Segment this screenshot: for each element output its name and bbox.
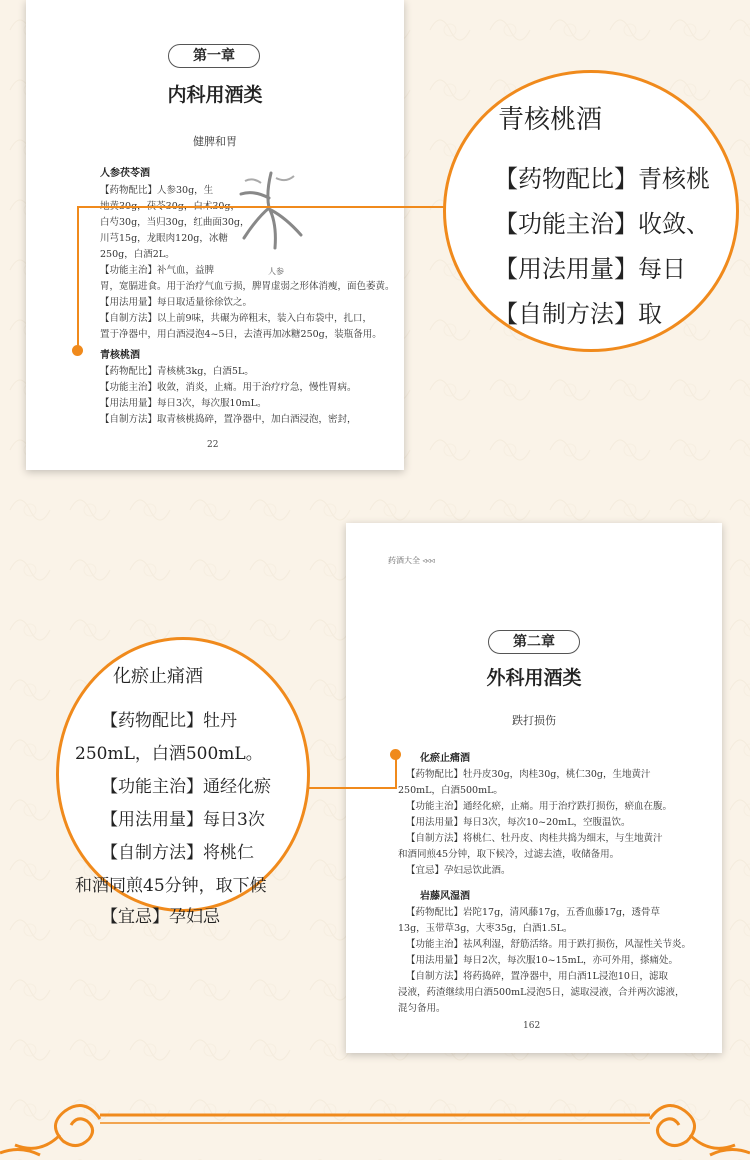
recipe-line: 【自制方法】取青核桃捣碎，置净器中，加白酒浸泡，密封， [100,414,357,425]
recipe-line: 【功能主治】祛风利湿，舒筋活络。用于跌打损伤，风湿性关节炎。 [406,939,692,950]
recipe-line: 【功能主治】收敛，消炎，止痛。用于治疗疗急，慢性胃病。 [100,382,357,393]
zoom-line: 【药物配比】牡丹 [101,711,237,731]
recipe-title: 岩藤风湿酒 [420,891,470,902]
recipe-line: 【用法用量】每日3次，每次服10mL。 [100,398,267,409]
book-page-22 [26,0,404,470]
zoom-line: 【自制方法】取 [494,300,662,328]
section-heading: 跌打损伤 [512,714,556,727]
recipe-title: 青核桃酒 [100,350,140,361]
callout-line [395,755,397,789]
recipe-line: 【药物配比】青核桃3kg，白酒5L。 [100,366,254,377]
recipe-line: 胃，宽膈进食。用于治疗气血亏损，脾胃虚弱之形体消瘦，面色萎黄。 [100,281,395,292]
book-page-162 [346,523,722,1053]
zoom-title: 青核桃酒 [498,105,603,135]
callout-dot [390,749,401,760]
section-heading: 健脾和胃 [193,135,237,148]
recipe-line: 川芎15g，龙眼肉120g，冰糖 [100,233,228,244]
magnifier-circle [443,70,739,352]
chapter-badge: 第一章 [168,44,260,68]
callout-dot [72,345,83,356]
recipe-line: 和酒同煎45分钟，取下候冷，过滤去渣，收储备用。 [398,849,620,860]
recipe-line: 浸液，药渣继续用白酒500mL浸泡5日，滤取浸液，合并两次滤液， [398,987,685,998]
recipe-title: 化瘀止痛酒 [420,753,470,764]
zoom-line: 【功能主治】收敛、 [494,210,710,238]
zoom-title: 化瘀止痛酒 [113,666,203,687]
callout-line [300,787,397,789]
zoom-line: 【药物配比】青核桃 [494,165,710,193]
recipe-line: 【药物配比】人参30g，生 [100,185,214,196]
recipe-line: 混匀备用。 [398,1003,446,1014]
recipe-line: 250mL，白酒500mL。 [398,785,503,796]
zoom-line: 【用法用量】每日 [494,255,686,283]
zoom-line: 【功能主治】通经化瘀 [101,777,271,797]
recipe-line: 【药物配比】岩陀17g，清风藤17g，五香血藤17g，透骨草 [406,907,661,918]
recipe-line: 【自制方法】以上前9味，共碾为碎粗末，装入白布袋中，扎口， [100,313,373,324]
chapter-title: 内科用酒类 [167,84,263,106]
zoom-line: 250mL，白酒500mL。 [75,744,263,764]
magnifier-circle [56,637,310,927]
callout-line [77,206,445,208]
recipe-line: 白芍30g，当归30g，红曲面30g， [100,217,250,228]
recipe-line: 【自制方法】将桃仁、牡丹皮、肉桂共捣为细末，与生地黄汁 [406,833,663,844]
zoom-line: 【用法用量】每日3次 [101,810,265,830]
zoom-line: 和酒同煎45分钟，取下候 [75,876,267,896]
page-number: 162 [523,1021,541,1031]
recipe-line: 【用法用量】每日取适量徐徐饮之。 [100,297,253,308]
zoom-line: 【宜忌】孕妇忌 [101,907,220,927]
running-header: 药酒大全 ◃◃◃ [388,556,435,565]
recipe-title: 人参茯苓酒 [100,168,150,179]
recipe-line: 250g，白酒2L。 [100,249,175,260]
recipe-line: 13g，玉带草3g，大枣35g，白酒1.5L。 [398,923,573,934]
callout-line [77,206,79,350]
recipe-line: 【功能主治】补气血，益脾 [100,265,215,276]
decorative-border [0,1095,750,1160]
recipe-line: 【功能主治】通经化瘀，止痛。用于治疗跌打损伤，瘀血在腹。 [406,801,673,812]
page-number: 22 [207,440,219,450]
recipe-line: 【宜忌】孕妇忌饮此酒。 [406,865,511,876]
ginseng-illustration [231,168,316,263]
recipe-line: 【药物配比】牡丹皮30g，肉桂30g，桃仁30g，生地黄汁 [406,769,651,780]
recipe-line: 【用法用量】每日3次，每次10~20mL，空腹温饮。 [406,817,631,828]
chapter-badge: 第二章 [488,630,580,654]
recipe-line: 【自制方法】将药捣碎，置净器中，用白酒1L浸泡10日，滤取 [406,971,668,982]
herb-caption: 人参 [268,267,284,276]
chapter-title: 外科用酒类 [486,667,582,689]
zoom-line: 【自制方法】将桃仁 [101,843,254,863]
recipe-line: 【用法用量】每日2次，每次服10~15mL，亦可外用，搽痛处。 [406,955,678,966]
recipe-line: 置于净器中，用白酒浸泡4~5日，去渣再加冰糖250g，装瓶备用。 [100,329,382,340]
